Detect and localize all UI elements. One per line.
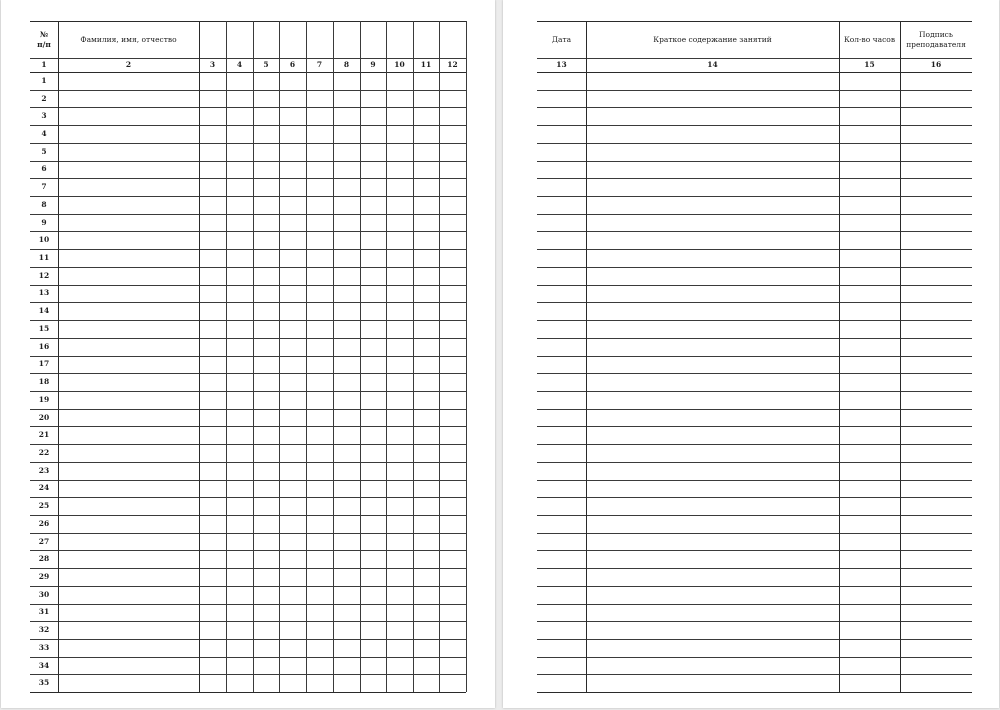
column-separator [333,21,334,692]
row-separator [537,178,972,179]
column-separator [226,21,227,692]
row-separator [30,409,466,410]
row-separator [537,231,972,232]
header-date: Дата [551,34,572,44]
row-separator [537,621,972,622]
row-separator [30,480,466,481]
row-separator [30,125,466,126]
table-right-border [466,21,467,692]
row-number: 33 [38,642,50,652]
row-number: 27 [38,536,50,546]
row-separator [30,657,466,658]
row-number: 24 [38,483,50,493]
column-separator [413,21,414,692]
row-separator [30,674,466,675]
row-number: 21 [38,430,50,440]
row-number: 2 [41,93,47,103]
row-number: 9 [41,217,47,227]
column-number: 15 [864,60,875,69]
column-separator [586,21,587,692]
row-separator [537,604,972,605]
row-separator [537,515,972,516]
row-number: 20 [38,412,50,422]
row-separator [30,178,466,179]
row-separator [537,533,972,534]
row-number: 29 [38,572,50,582]
row-separator [537,444,972,445]
column-separator [839,21,840,692]
row-number: 32 [38,625,50,635]
row-separator [30,604,466,605]
column-numbers-bottom-border [30,72,466,73]
row-separator [537,426,972,427]
row-number: 17 [38,359,50,369]
row-separator [537,302,972,303]
row-number: 34 [38,660,50,670]
column-number: 11 [420,60,432,69]
column-separator [279,21,280,692]
header-number: № п/п [37,29,51,49]
row-number: 15 [38,323,50,333]
row-separator [537,657,972,658]
row-number: 11 [38,253,50,263]
row-number: 3 [41,111,47,121]
row-separator [30,214,466,215]
column-separator [360,21,361,692]
row-separator [30,356,466,357]
row-separator [30,533,466,534]
row-separator [537,107,972,108]
row-separator [537,143,972,144]
row-separator [30,692,466,693]
column-separator [386,21,387,692]
header-signature: Подпись преподавателя [906,29,966,49]
row-separator [537,90,972,91]
row-separator [30,302,466,303]
row-number: 25 [38,501,50,511]
row-separator [537,568,972,569]
row-number: 18 [38,377,50,387]
column-number: 1 [41,60,47,69]
row-separator [30,497,466,498]
row-separator [537,462,972,463]
row-separator [537,480,972,481]
column-number: 5 [263,60,269,69]
row-separator [537,639,972,640]
row-separator [537,550,972,551]
column-number: 10 [394,60,405,69]
column-separator [900,21,901,692]
row-separator [30,391,466,392]
column-separator [58,21,59,692]
column-numbers-bottom-border [537,72,972,73]
row-separator [537,196,972,197]
row-separator [537,674,972,675]
row-separator [30,338,466,339]
column-number: 12 [447,60,458,69]
column-number: 13 [556,60,567,69]
row-separator [537,267,972,268]
right-page [503,0,999,708]
row-separator [30,426,466,427]
row-separator [30,373,466,374]
row-separator [537,391,972,392]
row-separator [537,249,972,250]
row-separator [30,515,466,516]
row-number: 6 [41,164,47,174]
row-separator [537,214,972,215]
row-separator [537,125,972,126]
row-separator [537,338,972,339]
column-separator [199,21,200,692]
row-separator [30,285,466,286]
row-separator [537,161,972,162]
column-separator [306,21,307,692]
row-number: 13 [38,288,50,298]
row-separator [537,586,972,587]
row-separator [30,568,466,569]
header-hours: Кол-во часов [843,34,896,44]
row-separator [30,107,466,108]
row-number: 31 [38,607,50,617]
column-number: 6 [289,60,296,69]
column-number: 4 [236,60,243,69]
row-separator [30,249,466,250]
row-number: 8 [41,199,47,209]
row-number: 14 [38,306,50,316]
row-separator [30,267,466,268]
row-separator [30,143,466,144]
column-number: 2 [125,60,132,69]
column-separator [439,21,440,692]
row-number: 26 [38,518,50,528]
row-separator [537,409,972,410]
row-number: 4 [41,129,47,139]
row-number: 28 [38,554,50,564]
row-number: 10 [38,235,50,245]
header-full-name: Фамилия, имя, отчество [80,34,177,44]
row-separator [537,373,972,374]
row-separator [537,692,972,693]
row-number: 35 [38,678,50,688]
row-separator [537,356,972,357]
row-number: 22 [38,447,50,457]
row-separator [30,550,466,551]
row-separator [30,586,466,587]
row-number: 5 [41,146,47,156]
column-number: 16 [930,60,942,69]
row-separator [537,497,972,498]
column-number: 8 [343,60,350,69]
row-separator [30,639,466,640]
column-number: 3 [209,60,216,69]
row-separator [30,621,466,622]
row-number: 1 [41,75,47,85]
row-separator [30,462,466,463]
row-separator [30,196,466,197]
row-separator [30,161,466,162]
column-number: 9 [370,60,376,69]
row-separator [30,231,466,232]
row-separator [30,444,466,445]
row-number: 30 [38,589,50,599]
row-number: 7 [41,182,47,192]
row-separator [30,90,466,91]
row-number: 23 [38,465,50,475]
column-number: 14 [707,60,718,69]
row-separator [537,285,972,286]
header-summary: Краткое содержание занятий [653,34,772,44]
row-separator [537,320,972,321]
column-number: 7 [316,60,323,69]
column-separator [253,21,254,692]
row-number: 16 [38,341,50,351]
row-number: 19 [38,394,50,404]
row-number: 12 [38,270,50,280]
row-separator [30,320,466,321]
left-page [1,0,495,708]
